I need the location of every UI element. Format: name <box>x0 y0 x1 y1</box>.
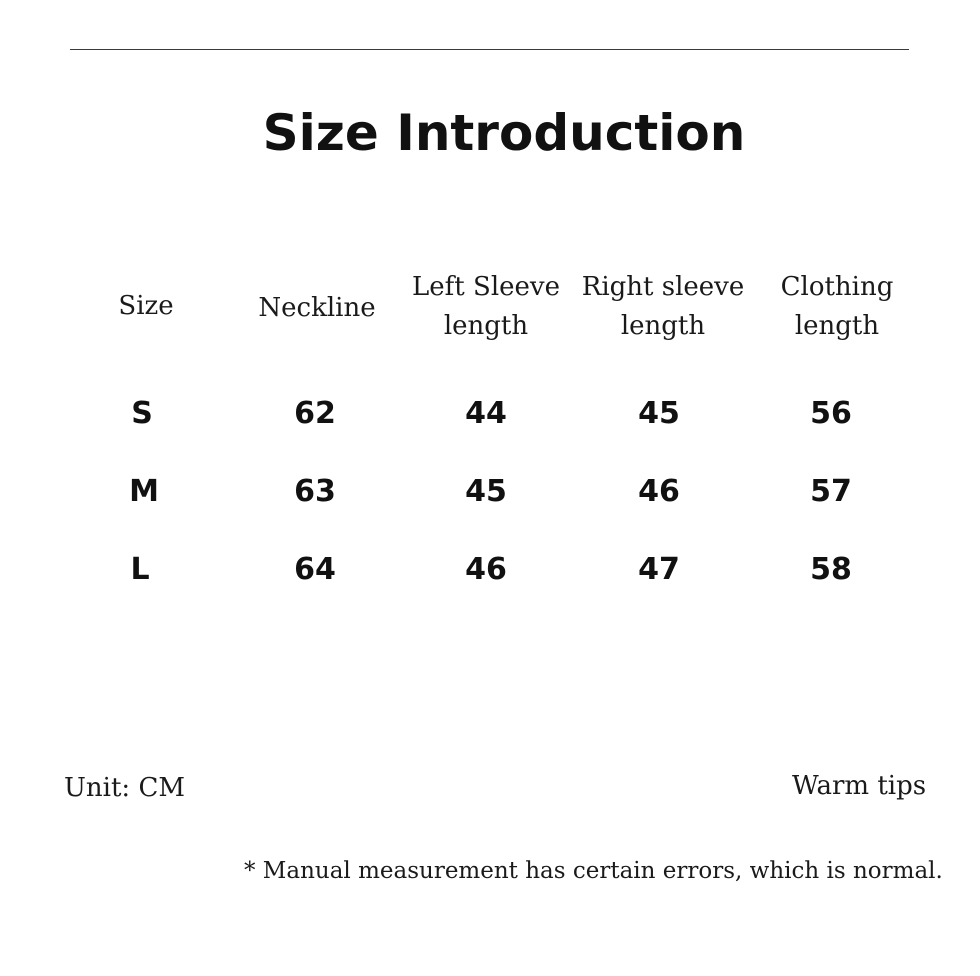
header-size <box>86 287 206 326</box>
unit-label: Unit: CM <box>64 773 185 803</box>
header-left-sleeve <box>401 268 571 346</box>
cell-size: S <box>131 396 153 431</box>
header-clothing-length-line2: length <box>794 311 880 341</box>
cell-left-sleeve: 44 <box>465 396 507 431</box>
cell-size: M <box>129 474 159 509</box>
cell-right-sleeve: 47 <box>638 552 680 587</box>
top-divider <box>70 49 909 50</box>
cell-clothing-length: 56 <box>810 396 852 431</box>
cell-left-sleeve: 45 <box>465 474 507 509</box>
header-clothing-length <box>762 268 912 346</box>
cell-clothing-length: 57 <box>810 474 852 509</box>
cell-neckline: 63 <box>294 474 336 509</box>
cell-size: L <box>130 552 150 587</box>
cell-neckline: 64 <box>294 552 336 587</box>
header-right-sleeve-line1: Right sleeve <box>581 272 745 302</box>
header-right-sleeve <box>573 268 753 346</box>
header-neckline <box>247 289 387 328</box>
header-size-label: Size <box>118 291 174 321</box>
header-right-sleeve-line2: length <box>620 311 706 341</box>
page-title: Size Introduction <box>262 104 746 162</box>
measurement-note: * Manual measurement has certain errors, which is normal. <box>244 858 943 884</box>
header-clothing-length-line1: Clothing <box>780 272 894 302</box>
cell-left-sleeve: 46 <box>465 552 507 587</box>
header-neckline-label: Neckline <box>258 293 376 323</box>
header-left-sleeve-line2: length <box>443 311 529 341</box>
header-left-sleeve-line1: Left Sleeve <box>412 272 560 302</box>
cell-neckline: 62 <box>294 396 336 431</box>
cell-right-sleeve: 46 <box>638 474 680 509</box>
cell-clothing-length: 58 <box>810 552 852 587</box>
cell-right-sleeve: 45 <box>638 396 680 431</box>
warm-tips-heading: Warm tips <box>792 771 927 801</box>
